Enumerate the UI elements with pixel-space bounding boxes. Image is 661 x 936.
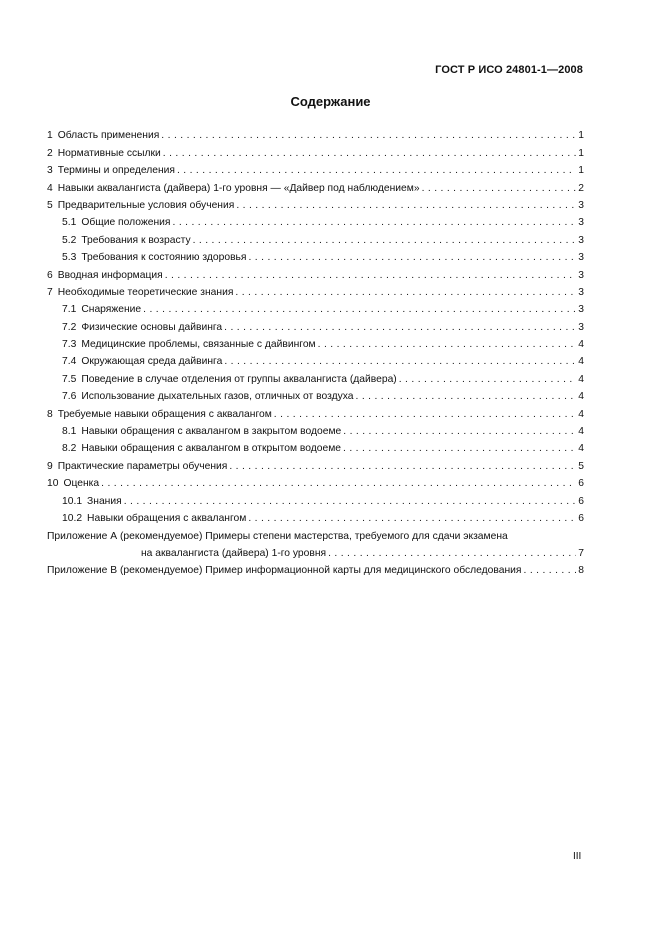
toc-label: Навыки обращения с аквалангом в закрытом водоеме bbox=[81, 426, 342, 438]
dot-leader bbox=[343, 443, 576, 455]
dot-leader bbox=[143, 304, 576, 316]
dot-leader bbox=[161, 130, 576, 142]
dot-leader bbox=[173, 217, 577, 229]
toc-number: 7.5 bbox=[62, 373, 77, 385]
toc-number: 7.1 bbox=[62, 304, 77, 316]
toc-number: 5 bbox=[47, 199, 53, 211]
toc-page: 4 bbox=[578, 373, 584, 385]
dot-leader bbox=[248, 513, 576, 525]
toc-entry-2[interactable] bbox=[47, 142, 584, 159]
toc-label: Предварительные условия обучения bbox=[57, 199, 235, 211]
toc-number: 7.3 bbox=[62, 339, 77, 351]
toc-page: 4 bbox=[578, 339, 584, 351]
toc-page: 4 bbox=[578, 408, 584, 420]
toc-page: 6 bbox=[578, 512, 584, 524]
dot-leader bbox=[343, 426, 576, 438]
dot-leader bbox=[524, 565, 577, 577]
toc-page: 4 bbox=[578, 426, 584, 438]
toc-page: 3 bbox=[578, 269, 584, 281]
dot-leader bbox=[101, 478, 576, 490]
toc-page: 5 bbox=[578, 460, 584, 472]
toc-page: 7 bbox=[578, 547, 584, 559]
toc-label: на аквалангиста (дайвера) 1-го уровня bbox=[141, 547, 327, 559]
toc-label: Практические параметры обучения bbox=[57, 460, 228, 472]
toc-entry-5-1[interactable] bbox=[47, 212, 584, 229]
toc-label: Поведение в случае отделения от группы аквалангиста (дайвера) bbox=[81, 373, 397, 385]
toc-entry-8-2[interactable] bbox=[47, 438, 584, 455]
toc-page: 4 bbox=[578, 391, 584, 403]
toc-label: Навыки аквалангиста (дайвера) 1-го уровня — «Дайвер под наблюдением» bbox=[57, 182, 420, 194]
toc-number: 10.2 bbox=[62, 512, 83, 524]
toc-label: Знания bbox=[87, 495, 122, 507]
dot-leader bbox=[163, 148, 576, 160]
dot-leader bbox=[328, 548, 576, 560]
toc-number: 2 bbox=[47, 147, 53, 159]
toc-number: 7 bbox=[47, 286, 53, 298]
toc-entry-5-3[interactable] bbox=[47, 247, 584, 264]
toc-label: Нормативные ссылки bbox=[57, 147, 161, 159]
toc-label: Требуемые навыки обращения с аквалангом bbox=[57, 408, 272, 420]
toc-page: 2 bbox=[578, 182, 584, 194]
toc-number: 5.3 bbox=[62, 252, 77, 264]
dot-leader bbox=[165, 270, 577, 282]
dot-leader bbox=[124, 496, 577, 508]
toc-number: 8 bbox=[47, 408, 53, 420]
toc-number: 5.1 bbox=[62, 217, 77, 229]
toc-entry-7-6[interactable] bbox=[47, 386, 584, 403]
toc-label: Требования к состоянию здоровья bbox=[81, 252, 247, 264]
toc-entry-3[interactable] bbox=[47, 160, 584, 177]
toc-label: Область применения bbox=[57, 130, 160, 142]
dot-leader bbox=[356, 391, 577, 403]
toc-number: 6 bbox=[47, 269, 53, 281]
toc-page: 8 bbox=[578, 565, 584, 577]
toc-label: Физические основы дайвинга bbox=[81, 321, 223, 333]
toc-entry-10[interactable] bbox=[47, 473, 584, 490]
dot-leader bbox=[399, 374, 577, 386]
toc-label: Приложение В (рекомендуемое) Пример информационной карты для медицинского обследования bbox=[47, 565, 522, 577]
toc-page: 4 bbox=[578, 443, 584, 455]
toc-annex-a-line1[interactable] bbox=[47, 525, 584, 542]
toc-page: 1 bbox=[578, 165, 584, 177]
toc-entry-8[interactable] bbox=[47, 403, 584, 420]
table-of-contents bbox=[47, 125, 584, 577]
dot-leader bbox=[224, 356, 576, 368]
toc-page: 1 bbox=[578, 147, 584, 159]
toc-entry-8-1[interactable] bbox=[47, 421, 584, 438]
toc-label: Вводная информация bbox=[57, 269, 163, 281]
toc-page: 1 bbox=[578, 130, 584, 142]
toc-entry-7-4[interactable] bbox=[47, 351, 584, 368]
toc-entry-7-5[interactable] bbox=[47, 368, 584, 385]
toc-number: 5.2 bbox=[62, 234, 77, 246]
toc-page: 4 bbox=[578, 356, 584, 368]
toc-entry-7-3[interactable] bbox=[47, 334, 584, 351]
dot-leader bbox=[248, 252, 576, 264]
dot-leader bbox=[236, 200, 576, 212]
toc-entry-4[interactable] bbox=[47, 177, 584, 194]
toc-page: 3 bbox=[578, 217, 584, 229]
toc-page: 6 bbox=[578, 478, 584, 490]
toc-label: Необходимые теоретические знания bbox=[57, 286, 234, 298]
toc-label: Навыки обращения с аквалангом в открытом водоеме bbox=[81, 443, 342, 455]
toc-entry-6[interactable] bbox=[47, 264, 584, 281]
toc-entry-7[interactable] bbox=[47, 282, 584, 299]
document-code: ГОСТ Р ИСО 24801-1—2008 bbox=[435, 64, 583, 76]
toc-number: 4 bbox=[47, 182, 53, 194]
toc-entry-10-1[interactable] bbox=[47, 490, 584, 507]
page-number: III bbox=[573, 851, 582, 862]
toc-label: Навыки обращения с аквалангом bbox=[87, 512, 247, 524]
page-title: Содержание bbox=[290, 94, 371, 109]
toc-page: 6 bbox=[578, 495, 584, 507]
toc-number: 10.1 bbox=[62, 495, 83, 507]
dot-leader bbox=[235, 287, 576, 299]
toc-label: Общие положения bbox=[81, 217, 171, 229]
dot-leader bbox=[274, 409, 576, 421]
toc-label: Снаряжение bbox=[81, 304, 142, 316]
toc-page: 3 bbox=[578, 286, 584, 298]
dot-leader bbox=[422, 183, 577, 195]
toc-number: 10 bbox=[47, 478, 59, 490]
toc-page: 3 bbox=[578, 304, 584, 316]
dot-leader bbox=[224, 322, 576, 334]
toc-number: 7.6 bbox=[62, 391, 77, 403]
toc-page: 3 bbox=[578, 321, 584, 333]
toc-number: 1 bbox=[47, 130, 53, 142]
dot-leader bbox=[229, 461, 576, 473]
toc-label: Окружающая среда дайвинга bbox=[81, 356, 223, 368]
toc-label: Термины и определения bbox=[57, 165, 175, 177]
toc-number: 9 bbox=[47, 460, 53, 472]
toc-page: 3 bbox=[578, 252, 584, 264]
toc-entry-9[interactable] bbox=[47, 455, 584, 472]
toc-label: Требования к возрасту bbox=[81, 234, 191, 246]
toc-page: 3 bbox=[578, 199, 584, 211]
toc-number: 3 bbox=[47, 165, 53, 177]
toc-entry-7-1[interactable] bbox=[47, 299, 584, 316]
dot-leader bbox=[177, 165, 576, 177]
toc-entry-7-2[interactable] bbox=[47, 316, 584, 333]
toc-number: 8.1 bbox=[62, 426, 77, 438]
toc-entry-1[interactable] bbox=[47, 125, 584, 142]
toc-label: Оценка bbox=[63, 478, 100, 490]
dot-leader bbox=[318, 339, 577, 351]
toc-entry-10-2[interactable] bbox=[47, 508, 584, 525]
toc-page: 3 bbox=[578, 234, 584, 246]
toc-entry-5[interactable] bbox=[47, 195, 584, 212]
toc-label: Приложение А (рекомендуемое) Примеры степени мастерства, требуемого для сдачи экзамена bbox=[47, 531, 508, 543]
toc-label: Медицинские проблемы, связанные с дайвингом bbox=[81, 339, 316, 351]
toc-label: Использование дыхательных газов, отличных от воздуха bbox=[81, 391, 354, 403]
toc-number: 7.4 bbox=[62, 356, 77, 368]
toc-annex-a-line2[interactable] bbox=[47, 542, 584, 559]
toc-annex-b[interactable] bbox=[47, 560, 584, 577]
toc-number: 7.2 bbox=[62, 321, 77, 333]
dot-leader bbox=[193, 235, 577, 247]
toc-entry-5-2[interactable] bbox=[47, 229, 584, 246]
toc-number: 8.2 bbox=[62, 443, 77, 455]
